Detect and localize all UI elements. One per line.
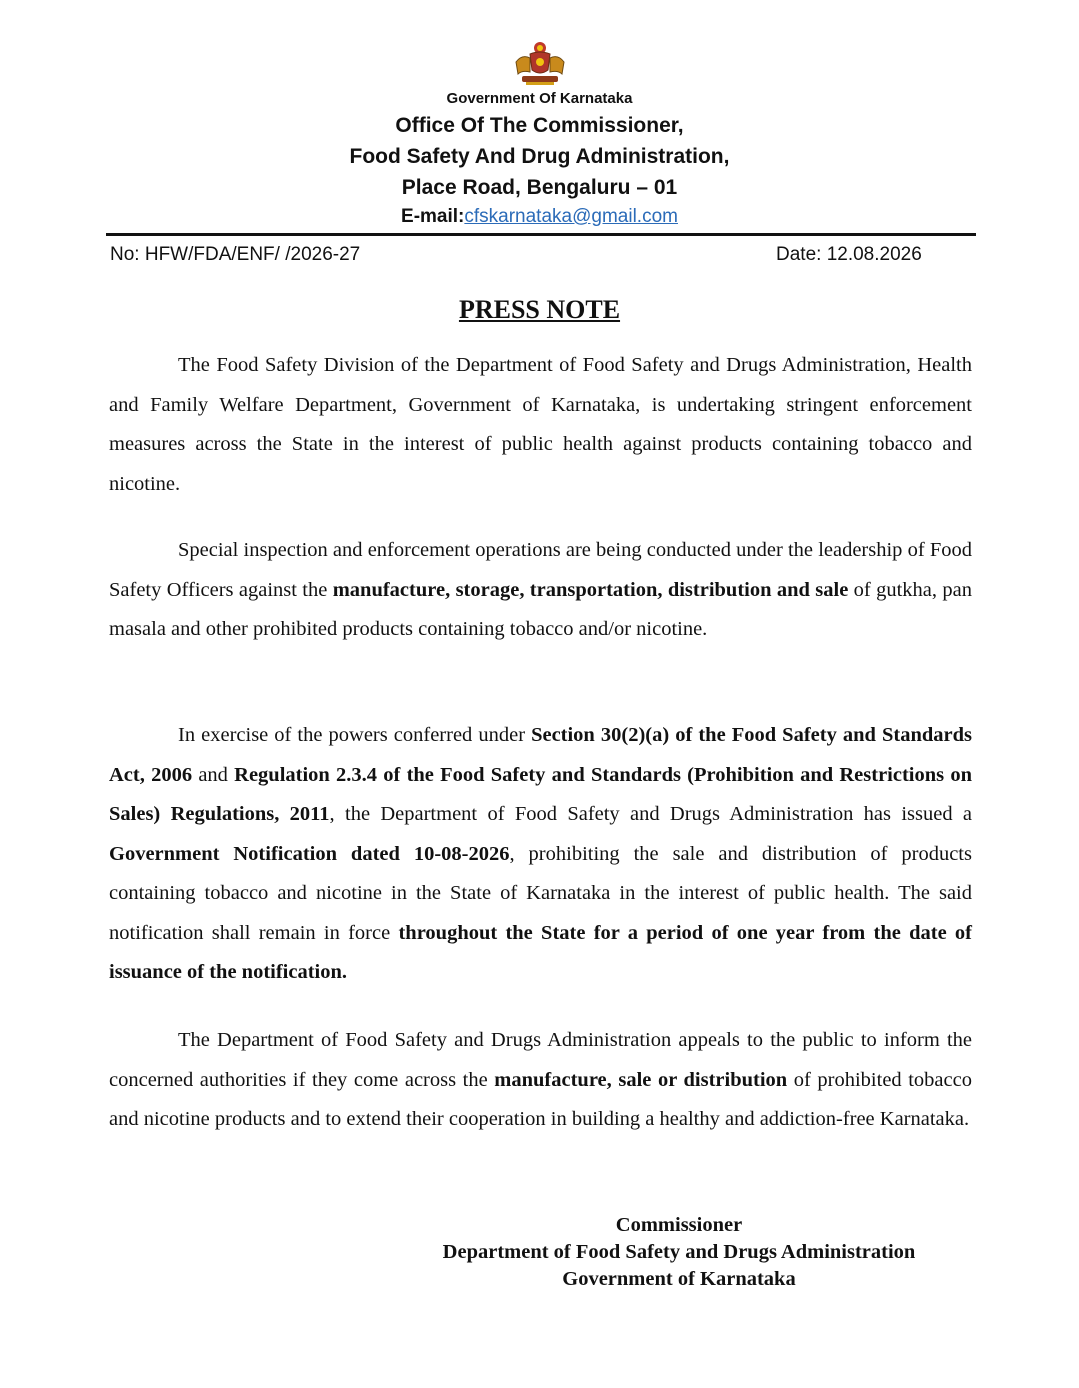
paragraph-4-text-2: of prohibited tobacco and nicotine products and to extend their cooperation in building a healthy and addiction-free Karnataka. bbox=[109, 1068, 972, 1130]
karnataka-emblem-icon bbox=[508, 40, 572, 86]
page-title: PRESS NOTE bbox=[458, 295, 621, 324]
reference-date: Date: 12.08.2026 bbox=[776, 244, 922, 265]
paragraph-3-bold-1: Section 30(2)(a) of the Food Safety and Standards Act, 2006 bbox=[109, 724, 972, 786]
paragraph-3-text-1: In exercise of the powers conferred under bbox=[178, 724, 532, 746]
signature-block bbox=[414, 1212, 944, 1293]
signature-government: Government of Karnataka bbox=[562, 1268, 796, 1290]
paragraph-2 bbox=[109, 531, 972, 650]
paragraph-3-bold-3: Government Notification dated 10-08-2026 bbox=[109, 842, 510, 865]
paragraph-3-bold-4: throughout the State for a period of one year from the date of issuance of the notification. bbox=[109, 921, 973, 983]
paragraph-3-bold-2: Regulation 2.3.4 of the Food Safety and Standards (Prohibition and Restrictions on Sales) Regulations, 2011 bbox=[109, 763, 972, 825]
signature-designation: Commissioner bbox=[615, 1214, 743, 1236]
paragraph-2-text-2: of gutkha, pan masala and other prohibited products containing tobacco and/or nicotine. bbox=[109, 578, 972, 640]
reference-number: No: HFW/FDA/ENF/ /2026-27 bbox=[110, 244, 361, 265]
email-label: E-mail: bbox=[401, 206, 465, 227]
letterhead-government: Government Of Karnataka bbox=[446, 90, 633, 107]
paragraph-1 bbox=[109, 346, 972, 504]
letterhead-office-line1: Office Of The Commissioner, bbox=[395, 114, 684, 137]
signature-department: Department of Food Safety and Drugs Administration bbox=[442, 1241, 916, 1263]
header-divider bbox=[106, 233, 976, 236]
paragraph-4 bbox=[109, 1021, 972, 1140]
letterhead-email bbox=[0, 206, 1079, 228]
paragraph-4-bold-1: manufacture, sale or distribution bbox=[494, 1068, 788, 1091]
letterhead-office-line2: Food Safety And Drug Administration, bbox=[349, 145, 730, 168]
letterhead-office-line3: Place Road, Bengaluru – 01 bbox=[401, 176, 678, 199]
email-link[interactable]: cfskarnataka@gmail.com bbox=[464, 206, 678, 227]
paragraph-3-text-2: and bbox=[192, 763, 235, 786]
paragraph-3-text-3: , the Department of Food Safety and Drugs Administration has issued a bbox=[329, 803, 972, 825]
paragraph-1-text: The Food Safety Division of the Department of Food Safety and Drugs Administration, Health and Family Welfare Department, Government of Karnataka, is undertaking stringent enforcement measures across the State in the interest of public health against products containing tobacco and nicotine. bbox=[109, 354, 972, 495]
paragraph-2-bold-1: manufacture, storage, transportation, distribution and sale bbox=[332, 578, 849, 601]
paragraph-2-text-1: Special inspection and enforcement operations are being conducted under the leadership of Food Safety Officers against the bbox=[109, 539, 972, 601]
paragraph-4-text-1: The Department of Food Safety and Drugs Administration appeals to the public to inform the concerned authorities if they come across the bbox=[109, 1029, 972, 1091]
paragraph-3 bbox=[109, 716, 972, 993]
paragraph-3-text-4: , prohibiting the sale and distribution of products containing tobacco and nicotine in the State of Karnataka in the interest of public health. The said notification shall remain in force bbox=[109, 842, 972, 944]
